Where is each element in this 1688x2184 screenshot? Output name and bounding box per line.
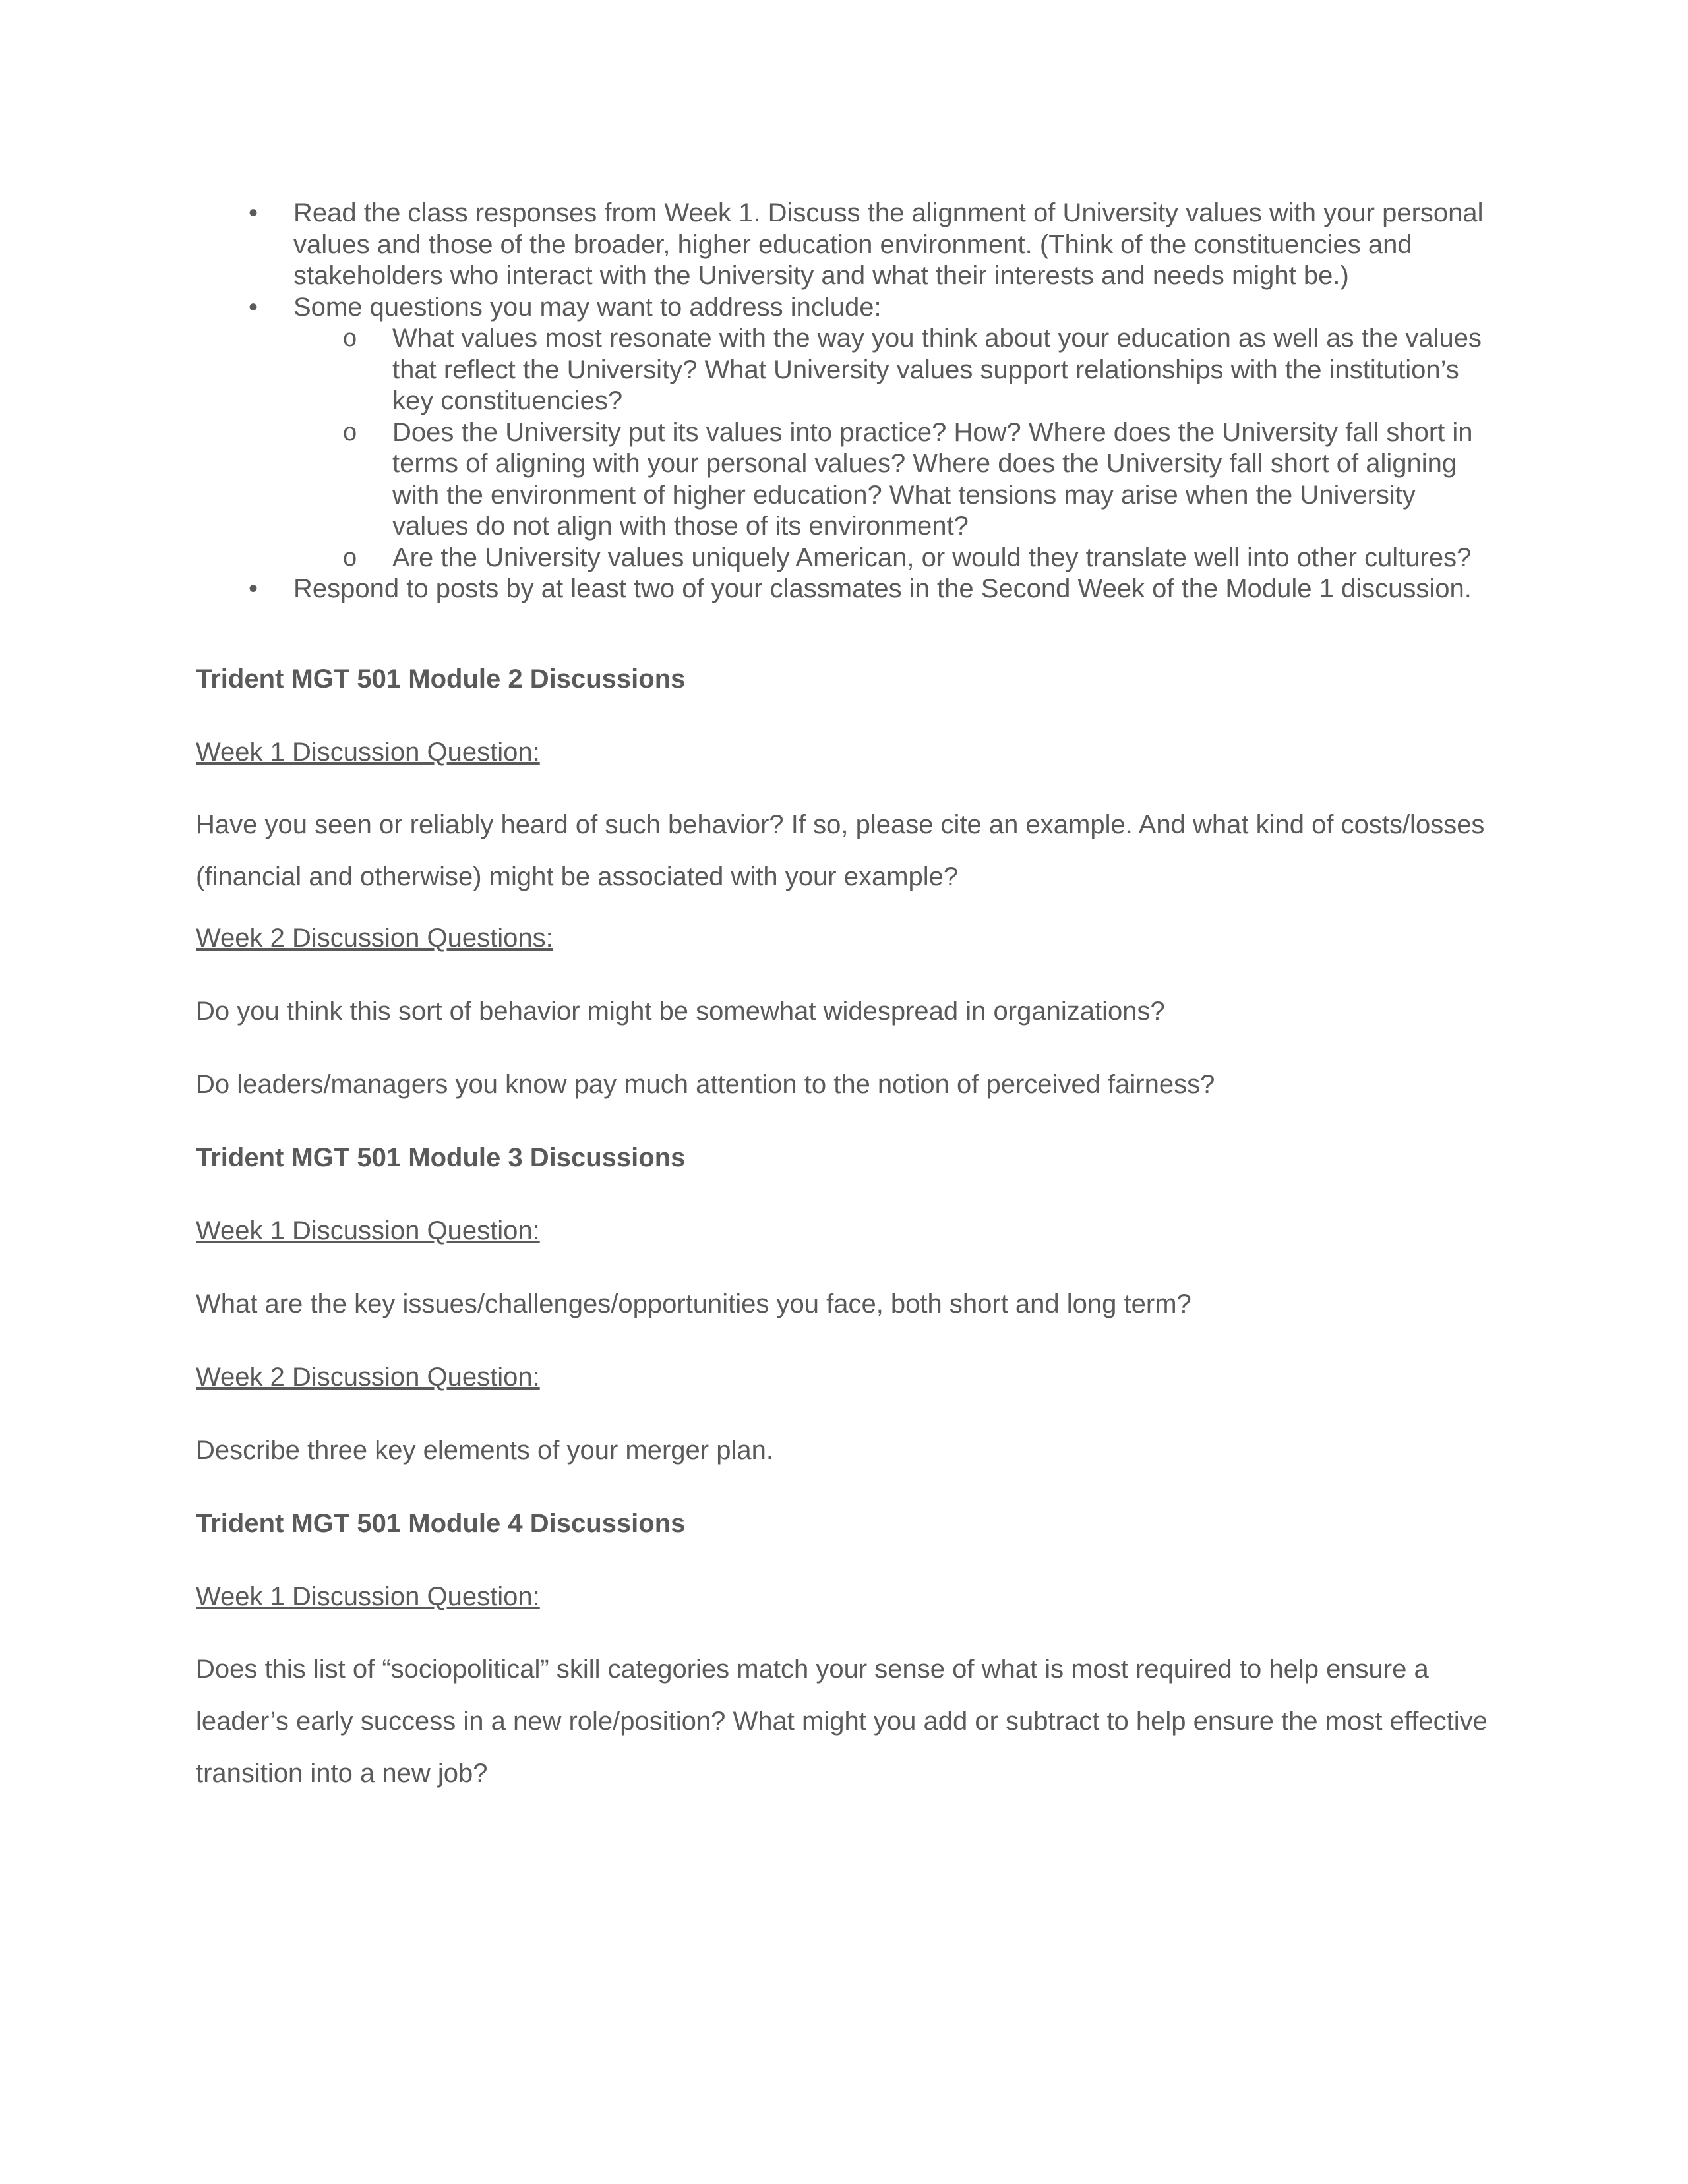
module4-title: Trident MGT 501 Module 4 Discussions (196, 1508, 686, 1538)
sub-bullet-marker: o (343, 543, 357, 572)
bullet-marker: • (249, 292, 258, 322)
module4-week1-label: Week 1 Discussion Question: (196, 1581, 540, 1611)
sub-list-item (195, 417, 1488, 543)
sub-bullet-list (293, 323, 1488, 574)
list-item-text: Respond to posts by at least two of your classmates in the Second Week of the Module 1 discussion. (293, 574, 1472, 603)
list-item-text: Read the class responses from Week 1. Discuss the alignment of University values with your personal values and those of the broader, higher education environment. (Think of the constituencies and stakeholders who interact with the University and what their interests and needs might be.) (293, 198, 1484, 290)
sub-list-item (195, 323, 1488, 417)
list-item (196, 198, 1488, 292)
module4-week1-text: Does this list of “sociopolitical” skill categories match your sense of what is most required to help ensure a leader’s early success in a new role/position? What might you add or subtract to help ensure the most effective transition into a new job? (196, 1654, 1488, 1788)
module2-week1-text: Have you seen or reliably heard of such behavior? If so, please cite an example. And what kind of costs/losses (financial and otherwise) might be associated with your example? (196, 810, 1485, 891)
module3-week1-text: What are the key issues/challenges/opportunities you face, both short and long term? (196, 1289, 1191, 1318)
module2-week1-label: Week 1 Discussion Question: (196, 737, 540, 767)
bullet-marker: • (249, 574, 258, 603)
sub-bullet-marker: o (343, 324, 357, 352)
bullet-list (196, 198, 1488, 605)
module3-week1-label: Week 1 Discussion Question: (196, 1216, 540, 1245)
module3-week2-label: Week 2 Discussion Question: (196, 1362, 540, 1392)
sub-list-item-text: Does the University put its values into practice? How? Where does the University fall short in terms of aligning with your personal values? Where does the University fall short of aligning with the environment of higher education? What tensions may arise when the University values do not align with those of its environment? (392, 417, 1473, 541)
module3-title: Trident MGT 501 Module 3 Discussions (196, 1142, 686, 1172)
bullet-marker: • (249, 198, 258, 227)
module2-week2-question-1: Do you think this sort of behavior might be somewhat widespread in organizations? (196, 996, 1165, 1026)
module3-week2-text: Describe three key elements of your merger plan. (196, 1435, 773, 1465)
sub-list-item (195, 543, 1488, 574)
list-item (196, 292, 1488, 574)
list-item (196, 574, 1488, 605)
list-item-text: Some questions you may want to address include: (293, 292, 882, 322)
sub-list-item-text: What values most resonate with the way you think about your education as well as the values that reflect the University? What University values support relationships with the institution’s key constituencies? (392, 324, 1482, 415)
sub-list-item-text: Are the University values uniquely American, or would they translate well into other cultures? (392, 543, 1472, 572)
document-content (196, 198, 1488, 1800)
module2-week2-label: Week 2 Discussion Questions: (196, 923, 553, 953)
module2-week2-question-2: Do leaders/managers you know pay much attention to the notion of perceived fairness? (196, 1069, 1215, 1099)
module2-title: Trident MGT 501 Module 2 Discussions (196, 664, 686, 694)
sub-bullet-marker: o (343, 418, 357, 446)
